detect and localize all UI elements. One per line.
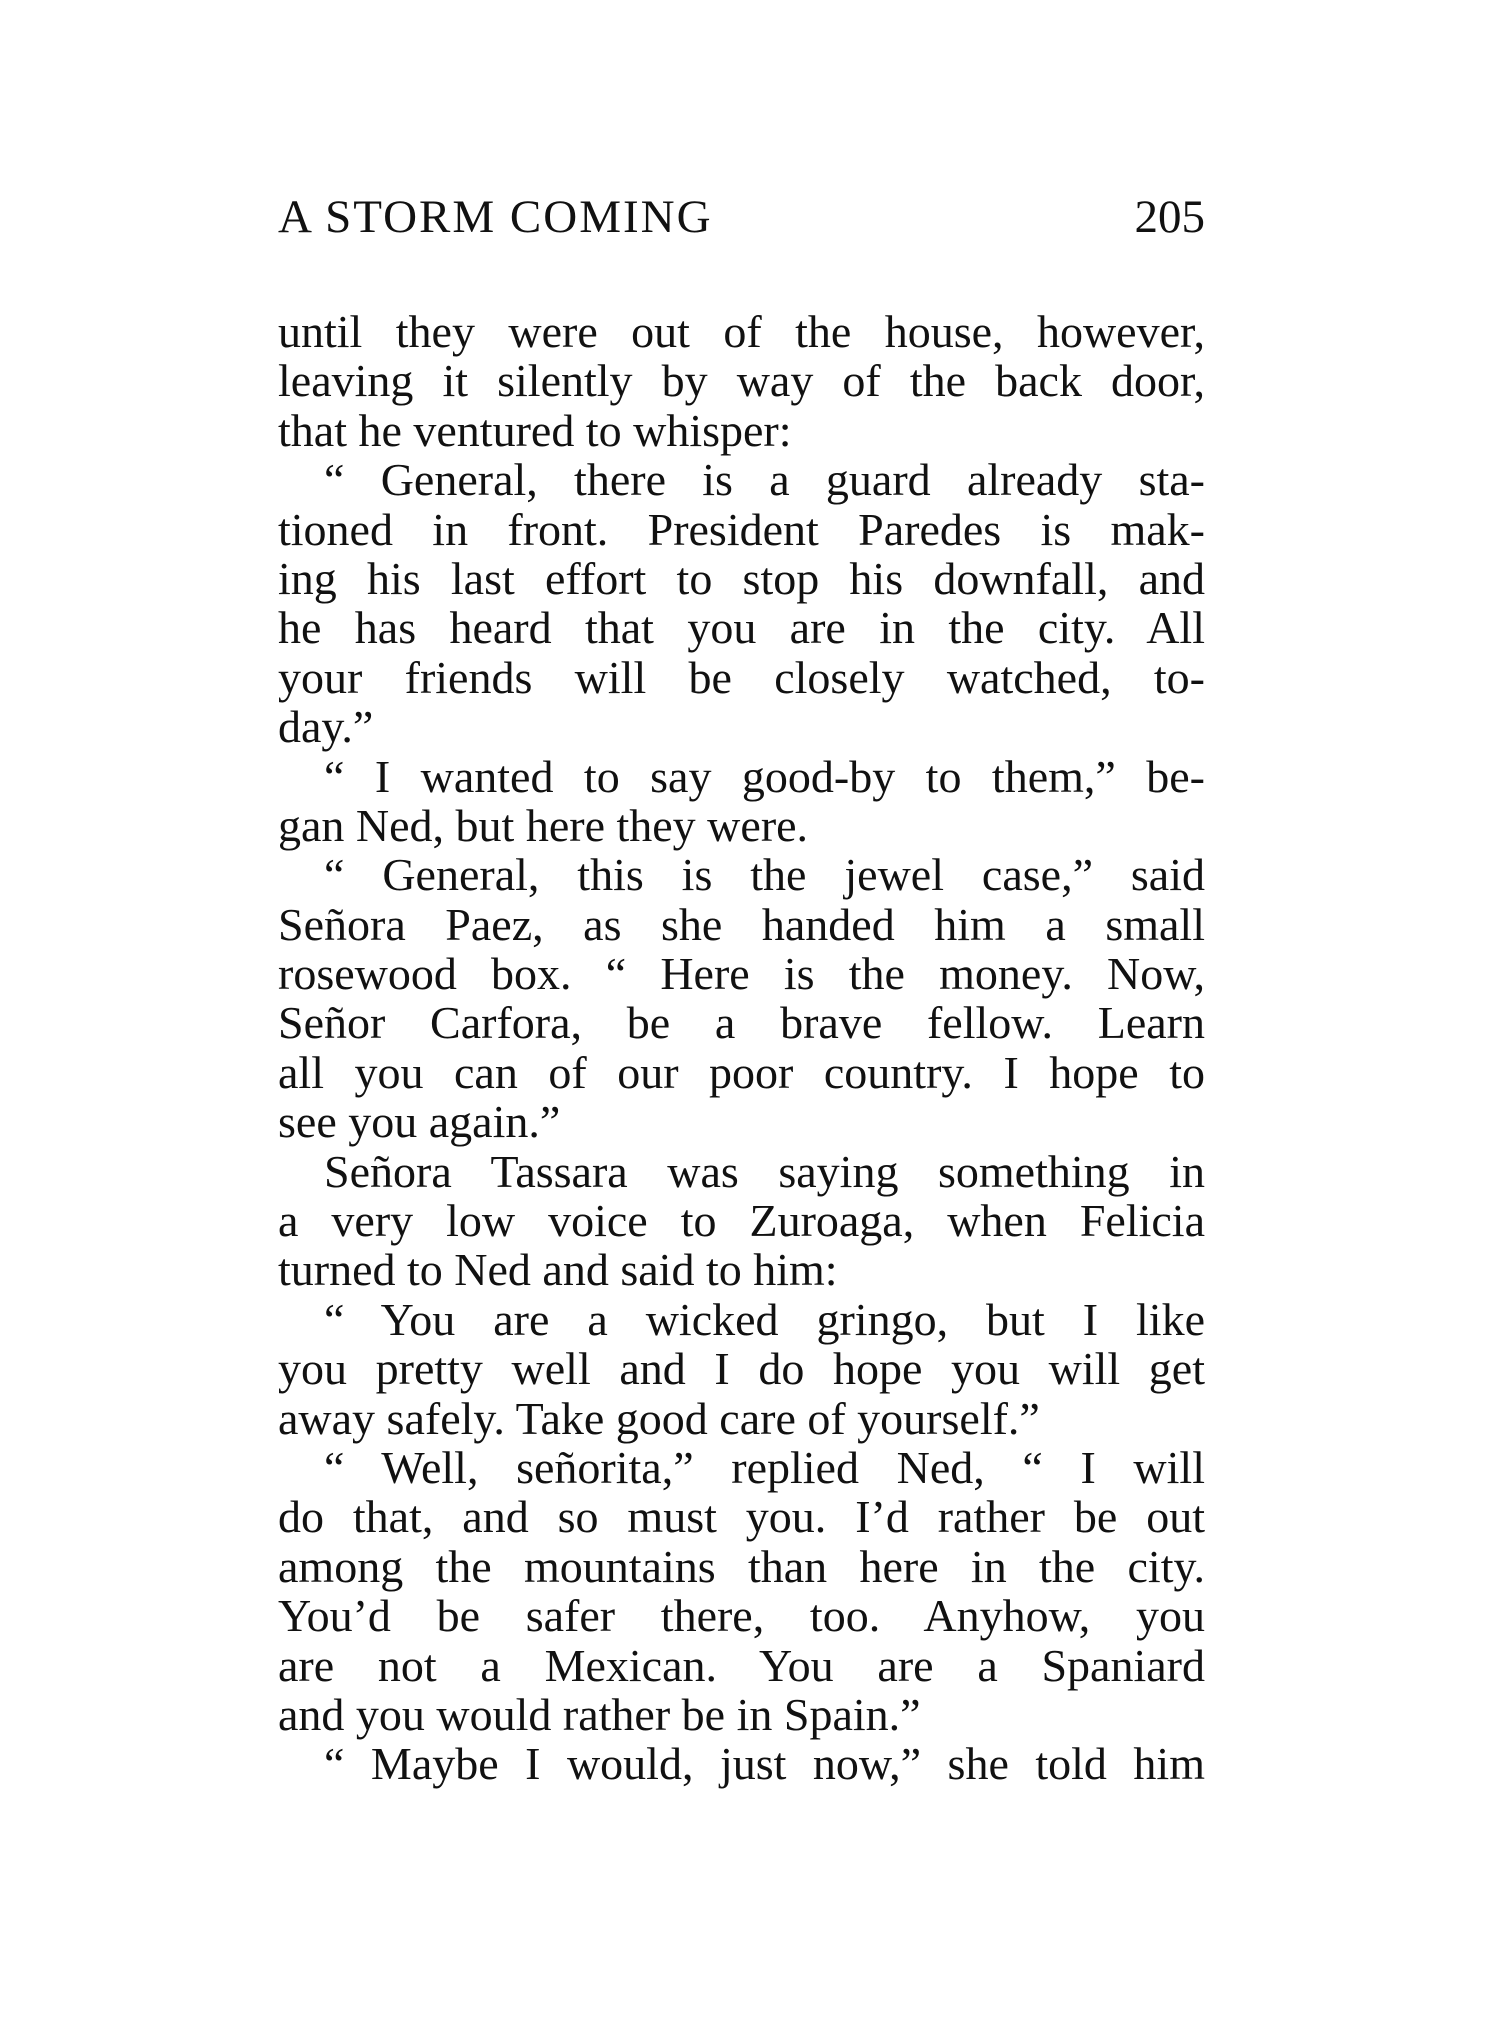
text-line: “ You are a wicked gringo, but I like bbox=[324, 1293, 1205, 1345]
text-line: turned to Ned and said to him: bbox=[278, 1244, 838, 1296]
page-number: 205 bbox=[1134, 191, 1205, 243]
text-line: are not a Mexican. You are a Spaniard bbox=[278, 1639, 1205, 1691]
text-line: rosewood box. “ Here is the money. Now, bbox=[278, 948, 1205, 1000]
book-page bbox=[278, 190, 1205, 1790]
text-line: “ I wanted to say good-by to them,” be- bbox=[324, 750, 1205, 802]
text-line: leaving it silently by way of the back door, bbox=[278, 355, 1205, 407]
text-line: tioned in front. President Paredes is mak- bbox=[278, 503, 1205, 555]
text-line: see you again.” bbox=[278, 1096, 561, 1148]
text-line: he has heard that you are in the city. All bbox=[278, 602, 1205, 654]
text-line: “ Maybe I would, just now,” she told him bbox=[324, 1738, 1205, 1790]
text-line: “ Well, señorita,” replied Ned, “ I will bbox=[324, 1441, 1205, 1493]
text-line: you pretty well and I do hope you will get bbox=[278, 1343, 1205, 1395]
text-line: that he ventured to whisper: bbox=[278, 404, 792, 456]
text-line: gan Ned, but here they were. bbox=[278, 799, 809, 851]
running-head bbox=[278, 190, 1205, 260]
running-title: A STORM COMING bbox=[278, 191, 713, 243]
text-line: your friends will be closely watched, to- bbox=[278, 651, 1205, 703]
text-line: Señora Paez, as she handed him a small bbox=[278, 898, 1205, 950]
text-line: “ General, there is a guard already sta- bbox=[324, 454, 1205, 506]
text-line: Señor Carfora, be a brave fellow. Learn bbox=[278, 997, 1205, 1049]
text-line: until they were out of the house, however, bbox=[278, 306, 1205, 357]
text-line: “ General, this is the jewel case,” said bbox=[324, 849, 1205, 901]
text-line: Señora Tassara was saying something in bbox=[324, 1145, 1205, 1197]
body-text bbox=[278, 307, 1205, 1789]
text-line: away safely. Take good care of yourself.” bbox=[278, 1392, 1040, 1444]
text-line: among the mountains than here in the city. bbox=[278, 1540, 1205, 1592]
text-line: ing his last effort to stop his downfall, and bbox=[278, 552, 1205, 604]
text-line: a very low voice to Zuroaga, when Felicia bbox=[278, 1195, 1205, 1247]
text-line: You’d be safer there, too. Anyhow, you bbox=[278, 1590, 1205, 1642]
text-line: day.” bbox=[278, 701, 374, 753]
text-line: and you would rather be in Spain.” bbox=[278, 1688, 921, 1740]
text-line: all you can of our poor country. I hope to bbox=[278, 1046, 1205, 1098]
text-line: do that, and so must you. I’d rather be out bbox=[278, 1491, 1205, 1543]
